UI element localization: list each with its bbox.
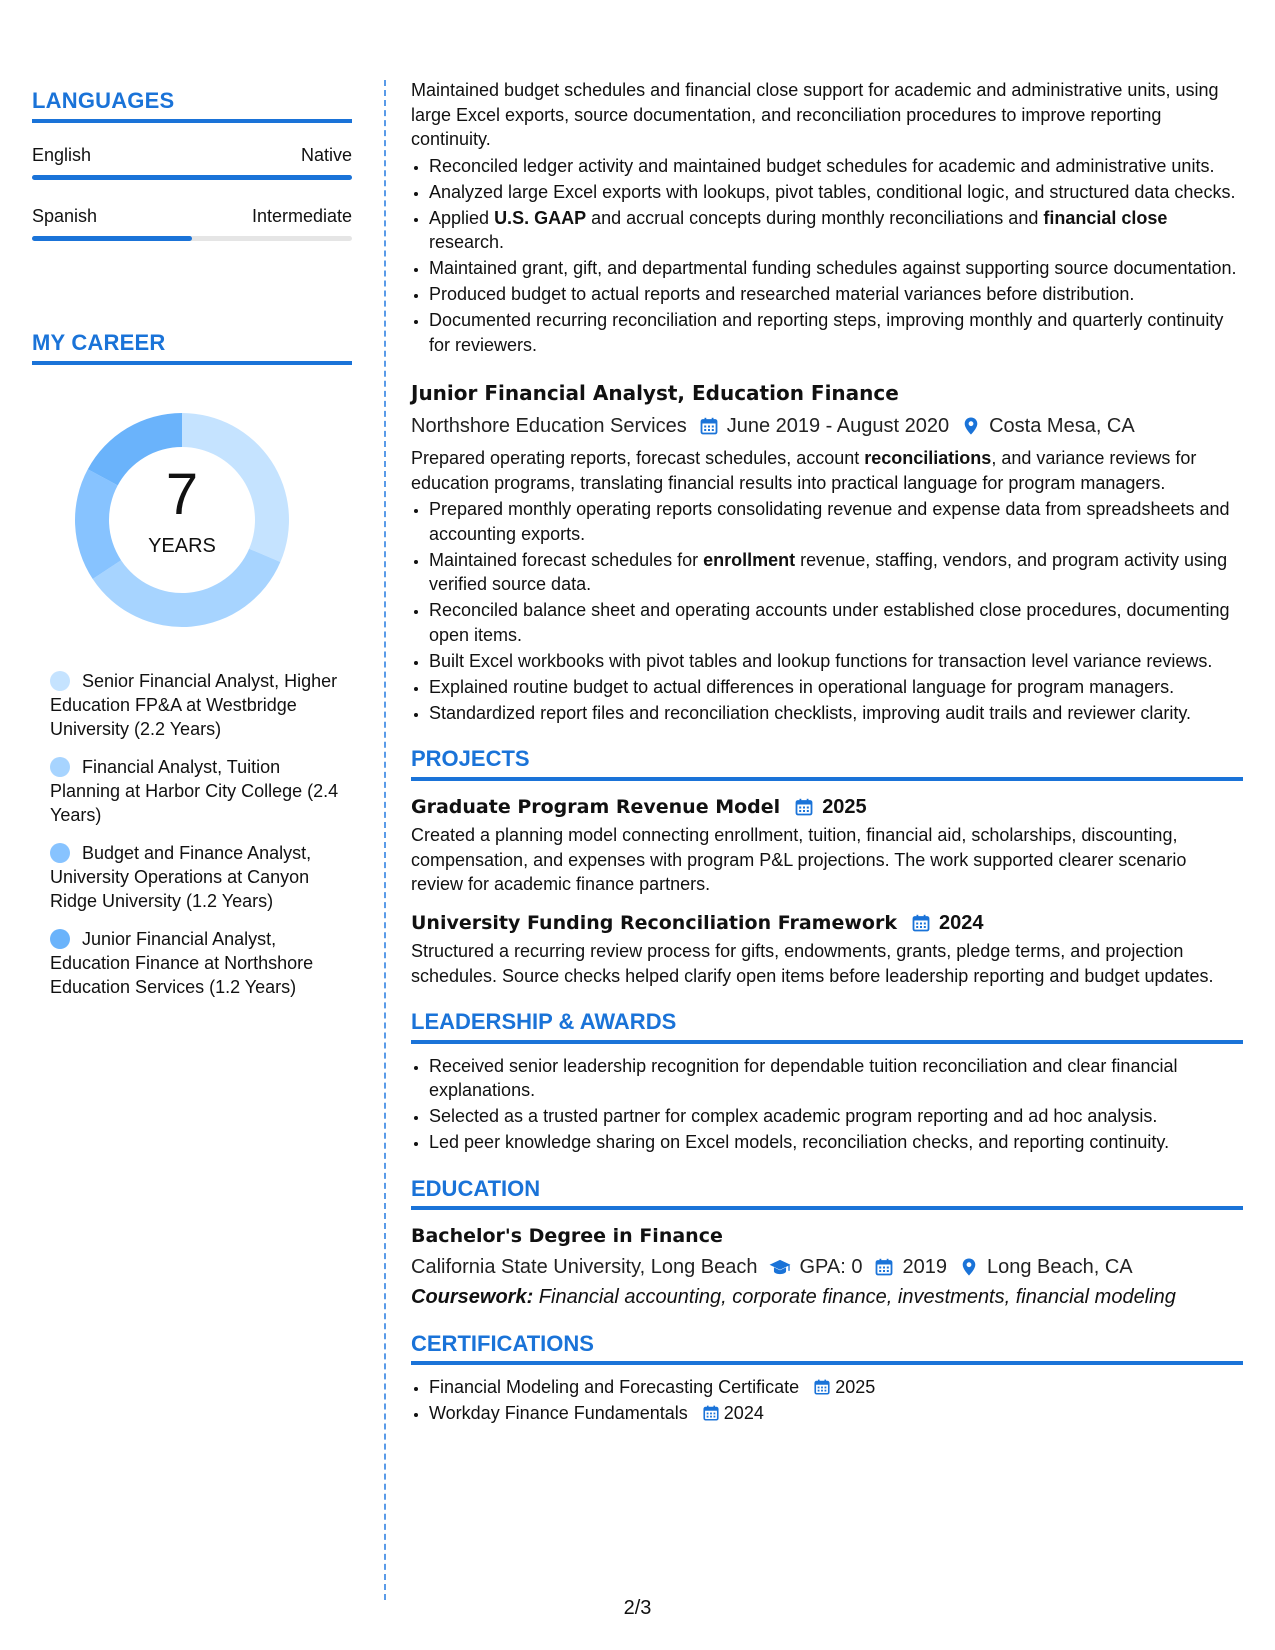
- project-name: Graduate Program Revenue Model: [411, 795, 781, 818]
- projects-title: PROJECTS: [411, 747, 1243, 781]
- leadership-title: LEADERSHIP & AWARDS: [411, 1010, 1243, 1044]
- certification-year: 2024: [723, 1403, 764, 1423]
- job-bullets: [411, 154, 1243, 358]
- language-name: Spanish: [32, 206, 98, 226]
- language-list: [32, 145, 352, 241]
- certification-item: [429, 1375, 1243, 1400]
- bullet-item: • Standardized report files and reconciliation checklists, improving audit trails and reviewer clarity.: [429, 701, 1243, 726]
- column-divider: [384, 80, 386, 1600]
- language-item: [32, 145, 352, 180]
- bullet-item: • Reconciled balance sheet and operating accounts under established close procedures, documenting open items.: [429, 598, 1243, 647]
- certification-item: [429, 1401, 1243, 1426]
- project-year: 2024: [938, 911, 984, 934]
- job-title: Junior Financial Analyst, Education Finance: [411, 381, 899, 405]
- school-location: Long Beach, CA: [986, 1255, 1133, 1278]
- job-bullets: [411, 497, 1243, 725]
- graduation-year: 2019: [902, 1255, 947, 1278]
- calendar-icon: [702, 1404, 720, 1422]
- education-meta: [411, 1255, 1243, 1280]
- language-item: [32, 206, 352, 241]
- language-name: English: [32, 145, 92, 165]
- education-section: [411, 1177, 1243, 1310]
- career-legend-item: [50, 927, 340, 999]
- career-section: [32, 330, 352, 1013]
- project-year: 2025: [822, 795, 867, 818]
- bullet-item: • Maintained forecast schedules for enrollment revenue, staffing, vendors, and program activity using verified source data.: [429, 548, 1243, 597]
- career-title: MY CAREER: [32, 330, 352, 365]
- job-summary: Prepared operating reports, forecast schedules, account reconciliations, and variance reviews for education programs, translating financial results into practical language for program managers.: [411, 448, 1197, 493]
- language-bar-fill: [32, 175, 352, 180]
- bullet-item: • Documented recurring reconciliation and reporting steps, improving monthly and quarterly continuity for reviewers.: [429, 308, 1243, 357]
- job-summary: Maintained budget schedules and financial close support for academic and administrative units, using large Excel exports, source documentation, and reconciliation procedures to improve reporting continuity.: [411, 80, 1219, 149]
- gpa: GPA: 0: [799, 1255, 863, 1278]
- career-legend-label: Senior Financial Analyst, Higher Education FP&A at Westbridge University (2.2 Years): [50, 671, 338, 739]
- project-item: [411, 911, 1243, 989]
- bullet-item: • Reconciled ledger activity and maintained budget schedules for academic and administrative units.: [429, 154, 1243, 179]
- legend-dot: [50, 843, 70, 863]
- coursework: [411, 1285, 1243, 1310]
- location-pin-icon: [961, 416, 981, 436]
- bullet-item: • Explained routine budget to actual differences in operational language for program managers.: [429, 675, 1243, 700]
- career-legend-label: Junior Financial Analyst, Education Finance at Northshore Education Services (1.2 Years): [50, 929, 314, 997]
- language-level: Native: [300, 145, 352, 165]
- certification-year: 2025: [835, 1377, 876, 1397]
- legend-dot: [50, 757, 70, 777]
- company-name: Northshore Education Services: [411, 414, 687, 437]
- certifications-section: [411, 1332, 1243, 1426]
- language-bar-fill: [32, 236, 192, 241]
- legend-dot: [50, 671, 70, 691]
- languages-section: [32, 88, 352, 267]
- calendar-icon: [699, 416, 719, 436]
- career-legend-item: [50, 841, 340, 913]
- leadership-section: [411, 1010, 1243, 1155]
- previous-job-continued: [411, 78, 1243, 357]
- bullet-item: • Received senior leadership recognition for dependable tuition reconciliation and clear financial explanations.: [429, 1054, 1243, 1103]
- bullet-item: • Applied U.S. GAAP and accrual concepts during monthly reconciliations and financial close research.: [429, 206, 1243, 255]
- calendar-icon: [813, 1378, 831, 1396]
- graduation-cap-icon: [769, 1256, 791, 1278]
- bullet-item: • Built Excel workbooks with pivot tables and lookup functions for transaction level variance reviews.: [429, 649, 1243, 674]
- coursework-list: Financial accounting, corporate finance, investments, financial modeling: [533, 1286, 1176, 1308]
- page-number: 2/3: [623, 1597, 652, 1619]
- career-legend-item: [50, 755, 340, 827]
- calendar-icon: [911, 913, 931, 933]
- career-donut-chart: [67, 405, 297, 635]
- career-legend-label: Budget and Finance Analyst, University Operations at Canyon Ridge University (1.2 Years): [50, 843, 312, 911]
- bullet-item: • Prepared monthly operating reports consolidating revenue and expense data from spreadsheets and accounting exports.: [429, 497, 1243, 546]
- legend-dot: [50, 929, 70, 949]
- bullet-item: • Produced budget to actual reports and researched material variances before distribution.: [429, 282, 1243, 307]
- certifications-title: CERTIFICATIONS: [411, 1332, 1243, 1366]
- job-meta: [411, 414, 1243, 439]
- certification-list: [411, 1375, 1243, 1426]
- location-pin-icon: [959, 1257, 979, 1277]
- career-total-years: 7: [165, 462, 199, 527]
- language-bar: [32, 236, 352, 241]
- bullet-item: • Selected as a trusted partner for complex academic program reporting and ad hoc analysis.: [429, 1104, 1243, 1129]
- certification-name: • Workday Finance Fundamentals: [429, 1403, 688, 1423]
- certification-name: • Financial Modeling and Forecasting Certificate: [429, 1377, 800, 1397]
- career-legend-item: [50, 669, 340, 741]
- job-entry: [411, 381, 1243, 725]
- main-column: [411, 78, 1243, 1427]
- projects-section: [411, 747, 1243, 988]
- career-legend-label: Financial Analyst, Tuition Planning at Harbor City College (2.4 Years): [50, 757, 339, 825]
- languages-title: LANGUAGES: [32, 88, 352, 123]
- leadership-bullets: [411, 1054, 1243, 1155]
- job-location: Costa Mesa, CA: [989, 414, 1135, 437]
- calendar-icon: [794, 797, 814, 817]
- language-bar: [32, 175, 352, 180]
- bullet-item: • Analyzed large Excel exports with lookups, pivot tables, conditional logic, and structured data checks.: [429, 180, 1243, 205]
- education-title: EDUCATION: [411, 1177, 1243, 1211]
- calendar-icon: [874, 1257, 894, 1277]
- project-name: University Funding Reconciliation Framework: [411, 911, 897, 934]
- project-description: Structured a recurring review process for gifts, endowments, grants, pledge terms, and projection schedules. Source checks helped clarify open items before leadership reporting and budget updates.: [411, 941, 1214, 986]
- degree-name: Bachelor's Degree in Finance: [411, 1225, 723, 1247]
- coursework-label: Coursework:: [411, 1286, 534, 1308]
- bullet-item: • Led peer knowledge sharing on Excel models, reconciliation checks, and reporting continuity.: [429, 1130, 1243, 1155]
- career-years-label: YEARS: [148, 535, 216, 557]
- career-legend: [50, 669, 340, 999]
- bullet-item: • Maintained grant, gift, and departmental funding schedules against supporting source documentation.: [429, 256, 1243, 281]
- job-dates: June 2019 - August 2020: [726, 414, 950, 437]
- language-level: Intermediate: [251, 206, 352, 226]
- project-item: [411, 795, 1243, 897]
- school-name: California State University, Long Beach: [411, 1255, 758, 1278]
- project-description: Created a planning model connecting enrollment, tuition, financial aid, scholarships, discounting, compensation, and expenses with program P&L projections. The work supported clearer scenario review for academic finance partners.: [411, 825, 1187, 894]
